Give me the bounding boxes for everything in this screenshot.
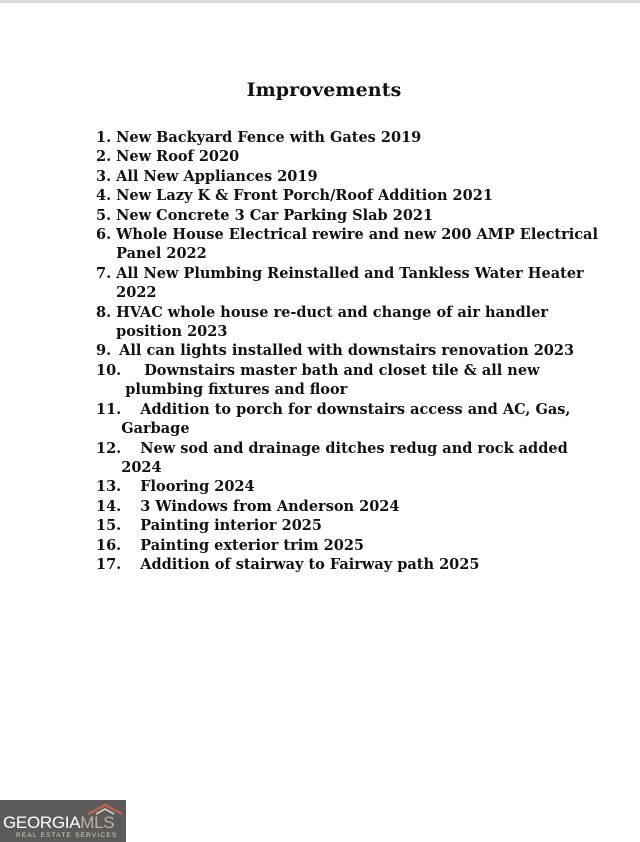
item-text [116, 206, 576, 225]
list-item [96, 167, 576, 186]
list-item [96, 186, 576, 205]
item-text [140, 555, 576, 574]
item-line: 2022 [116, 284, 157, 302]
item-number: 4. [96, 187, 112, 205]
item-line: New Concrete 3 Car Parking Slab 2021 [116, 206, 434, 224]
item-text [116, 147, 576, 166]
logo-wordmark-accent: MLS [80, 813, 115, 832]
item-line: New Roof 2020 [116, 148, 240, 166]
logo-wordmark-main: GEORGIA [3, 813, 81, 832]
item-text [121, 400, 576, 439]
list-item [96, 536, 576, 555]
item-line: Whole House Electrical rewire and new 200 AMP Electrical [116, 226, 598, 244]
item-line: All New Appliances 2019 [116, 167, 318, 185]
item-text [140, 497, 576, 516]
item-text [116, 128, 576, 147]
item-number: 7. [96, 264, 112, 282]
item-line: 3 Windows from Anderson 2024 [140, 497, 400, 515]
item-number: 1. [96, 129, 112, 146]
item-text [121, 439, 576, 478]
item-line: 2024 [121, 458, 162, 476]
item-line: Garbage [121, 420, 190, 438]
item-number: 9. [96, 342, 112, 360]
item-text [140, 477, 576, 496]
georgia-mls-watermark [0, 800, 126, 842]
list-item [96, 128, 576, 147]
item-number: 8. [96, 303, 112, 321]
item-line: All New Plumbing Reinstalled and Tankless Water Heater [116, 264, 584, 282]
item-text [116, 264, 584, 303]
item-line: Panel 2022 [116, 245, 207, 263]
list-item [96, 497, 576, 516]
item-line: New Lazy K & Front Porch/Roof Addition 2021 [116, 187, 493, 205]
item-line: New Backyard Fence with Gates 2019 [116, 129, 422, 146]
item-text [119, 341, 576, 360]
list-item [96, 303, 576, 342]
item-line: Flooring 2024 [140, 478, 255, 496]
item-text [116, 225, 598, 264]
logo-wordmark [3, 813, 114, 833]
item-line: Downstairs master bath and closet tile & all new [144, 361, 540, 379]
item-line: All can lights installed with downstairs renovation 2023 [119, 342, 575, 360]
item-number: 16. [96, 536, 122, 554]
page-title: Improvements [246, 79, 402, 101]
item-text [140, 516, 576, 535]
item-number: 17. [96, 555, 122, 573]
list-item [96, 477, 576, 496]
item-text [140, 536, 576, 555]
item-line: Painting interior 2025 [140, 517, 322, 535]
item-line: Addition of stairway to Fairway path 2025 [140, 555, 480, 573]
item-number: 3. [96, 167, 112, 185]
item-number: 11. [96, 400, 122, 418]
list-item [96, 361, 576, 400]
improvements-list [96, 128, 598, 574]
item-line: position 2023 [116, 323, 228, 341]
list-item [96, 264, 584, 303]
list-item [96, 516, 576, 535]
item-number: 15. [96, 517, 122, 535]
item-line: HVAC whole house re-duct and change of air handler [116, 303, 548, 321]
item-text [116, 303, 576, 342]
list-item [96, 206, 576, 225]
item-text [116, 167, 576, 186]
item-number: 12. [96, 439, 122, 457]
list-item [96, 147, 576, 166]
item-text [116, 186, 576, 205]
list-item [96, 439, 576, 478]
list-item [96, 555, 576, 574]
item-line: plumbing fixtures and floor [125, 381, 348, 399]
list-item [96, 225, 598, 264]
item-line: Addition to porch for downstairs access and AC, Gas, [140, 400, 571, 418]
item-line: New sod and drainage ditches redug and rock added [140, 439, 568, 457]
logo-tagline: REAL ESTATE SERVICES [16, 832, 118, 839]
item-number: 14. [96, 497, 122, 515]
page-top-edge [0, 0, 640, 3]
item-number: 2. [96, 148, 112, 166]
list-item [96, 400, 576, 439]
item-line: Painting exterior trim 2025 [140, 536, 365, 554]
item-text [125, 361, 576, 400]
item-number: 10. [96, 361, 122, 379]
item-number: 6. [96, 226, 112, 244]
item-number: 13. [96, 478, 122, 496]
list-item [96, 341, 576, 360]
item-number: 5. [96, 206, 112, 224]
